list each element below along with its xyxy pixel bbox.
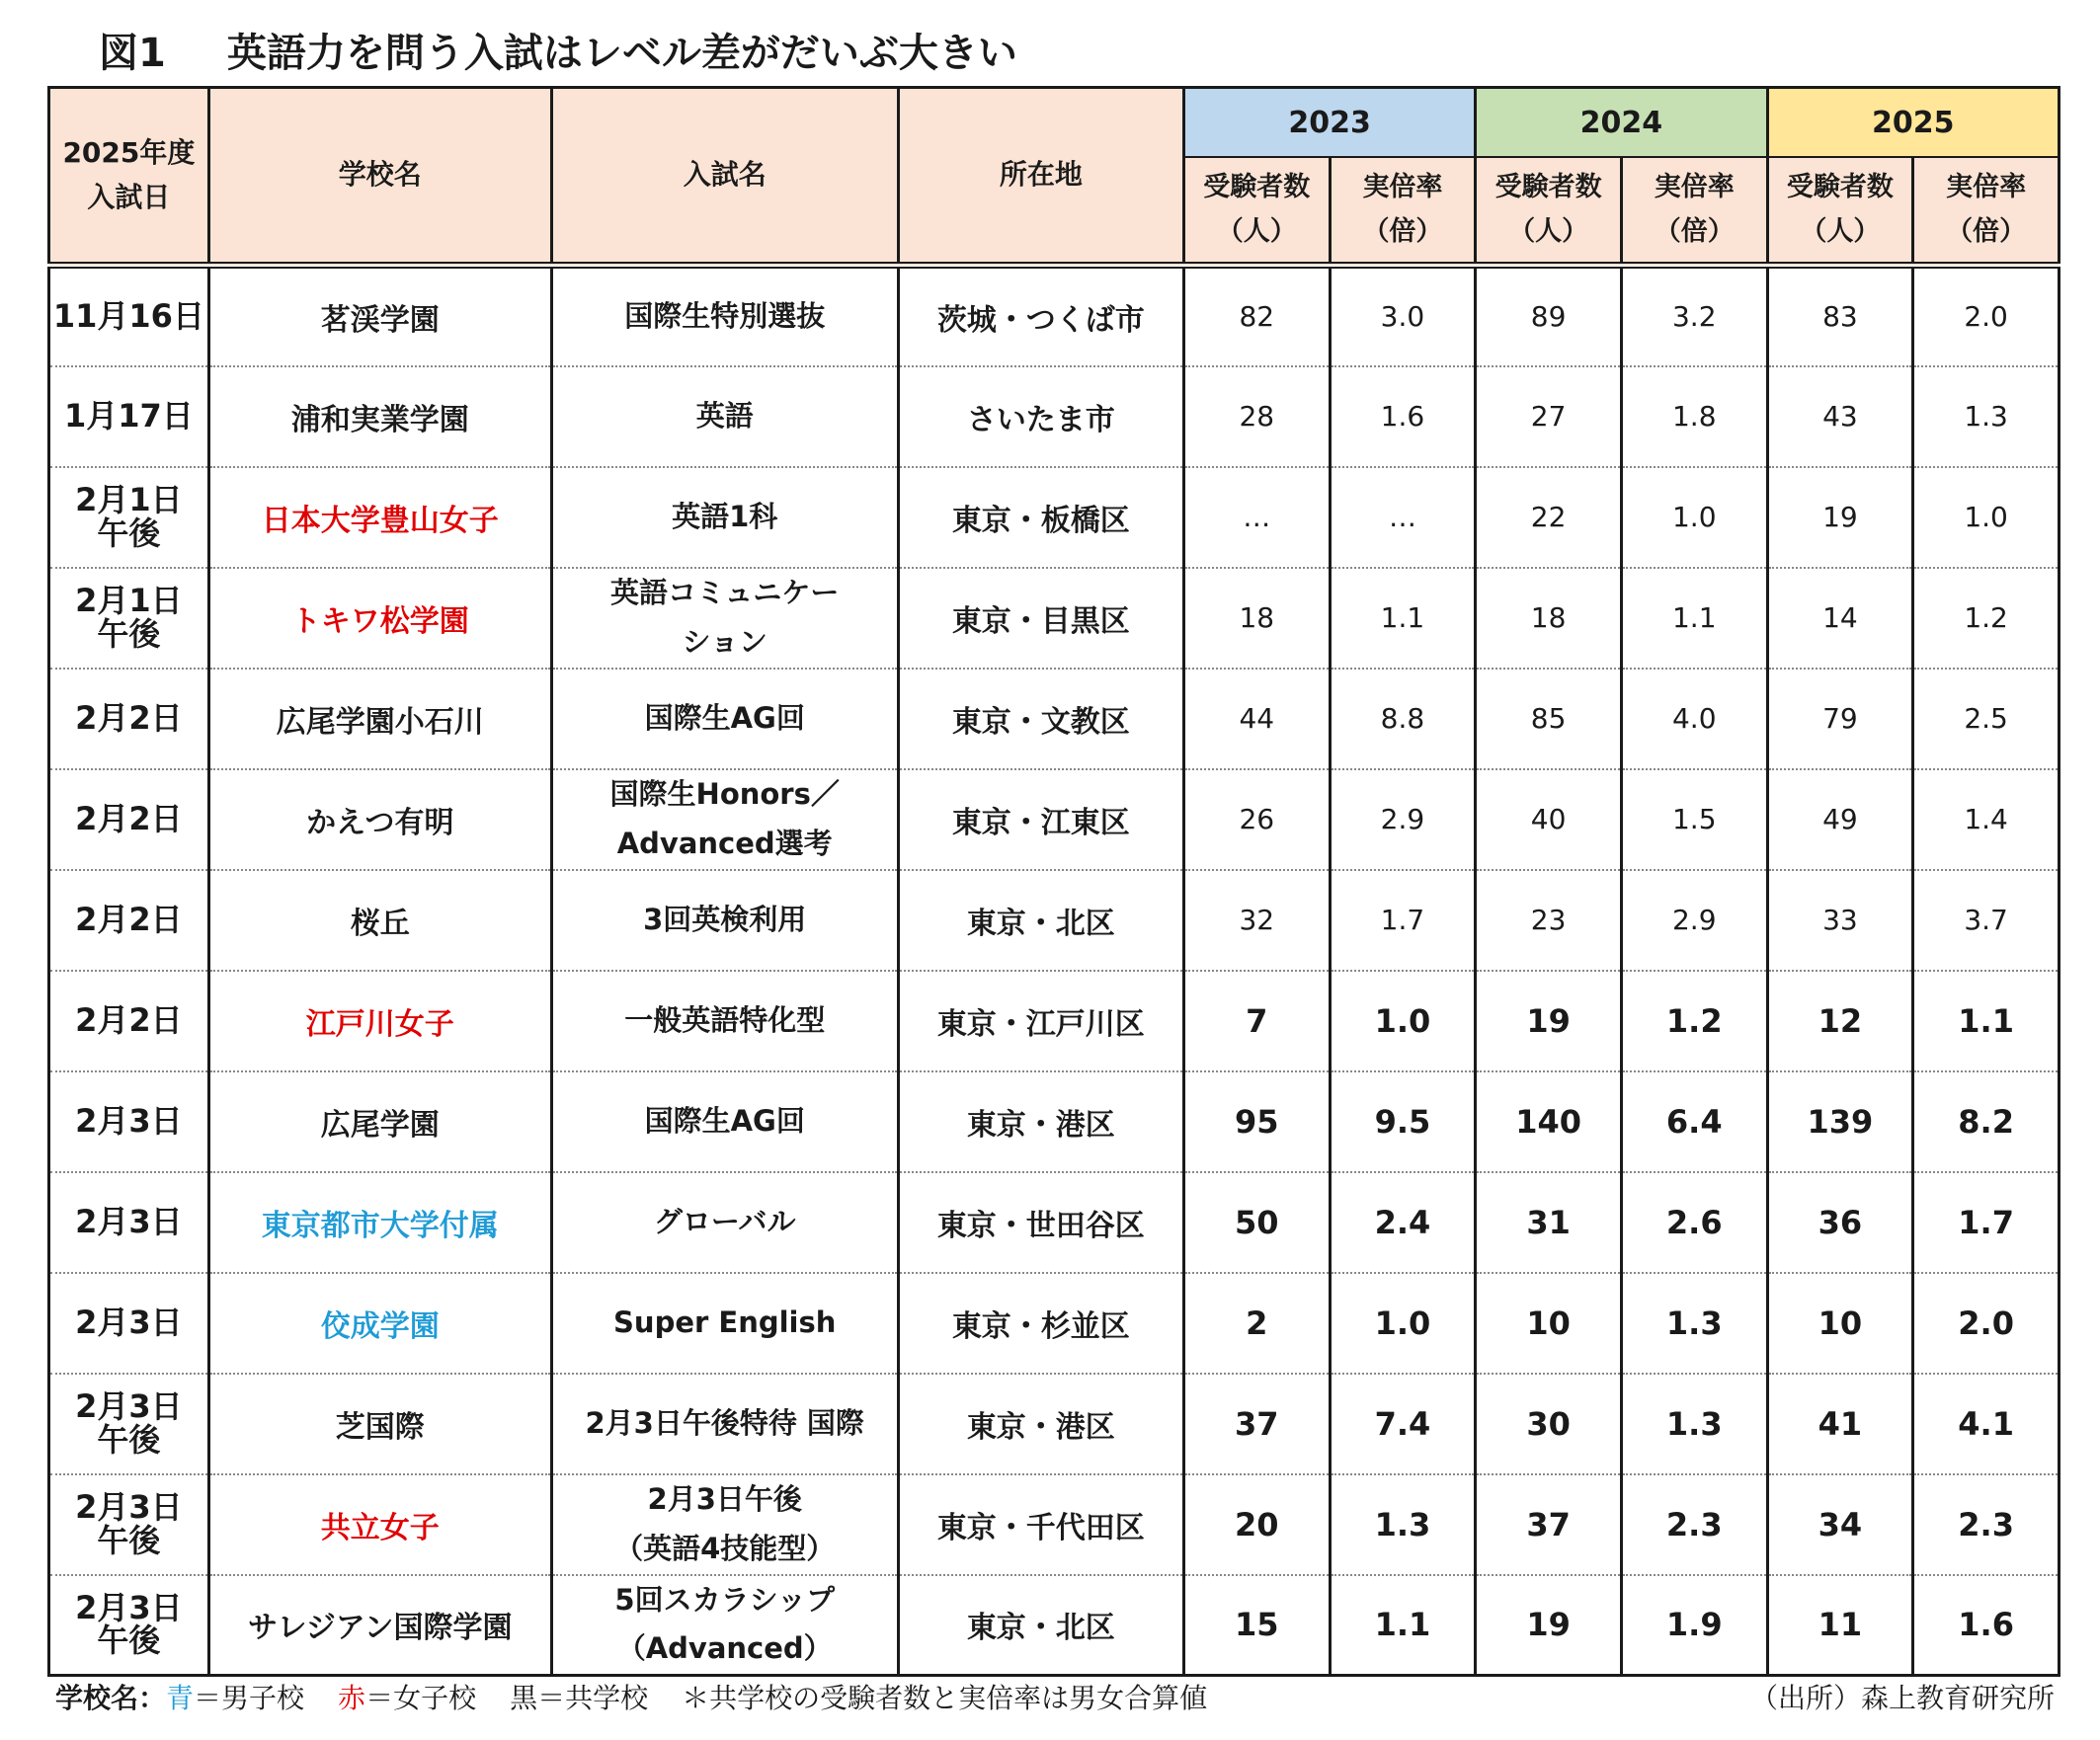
applicants-2025: 43 bbox=[1767, 366, 1913, 467]
ratio-2024: 3.2 bbox=[1621, 266, 1767, 366]
applicants-2025: 11 bbox=[1767, 1575, 1913, 1676]
school-location: 東京・港区 bbox=[898, 1374, 1183, 1474]
applicants-2023: … bbox=[1183, 467, 1330, 568]
header-ratio: 実倍率 （倍） bbox=[1330, 157, 1476, 266]
ratio-2023: 1.3 bbox=[1330, 1474, 1476, 1575]
legend-coed: 黒＝共学校 bbox=[510, 1682, 649, 1714]
ratio-2023: 1.1 bbox=[1330, 568, 1476, 669]
applicants-2023: 32 bbox=[1183, 870, 1330, 971]
applicants-2023: 44 bbox=[1183, 669, 1330, 769]
header-ratio: 実倍率 （倍） bbox=[1913, 157, 2060, 266]
table-row bbox=[49, 971, 2060, 1071]
school-name: 日本大学豊山女子 bbox=[208, 467, 551, 568]
header-date: 2025年度 入試日 bbox=[49, 88, 209, 266]
school-name: 桜丘 bbox=[208, 870, 551, 971]
table-row bbox=[49, 870, 2060, 971]
legend-red: 赤 bbox=[338, 1682, 366, 1714]
exam-name: 国際生特別選抜 bbox=[551, 266, 898, 366]
table-row bbox=[49, 467, 2060, 568]
exam-date: 1月17日 bbox=[49, 366, 209, 467]
applicants-2023: 82 bbox=[1183, 266, 1330, 366]
ratio-2025: 1.4 bbox=[1913, 769, 2060, 870]
ratio-2025: 1.1 bbox=[1913, 971, 2060, 1071]
header-year-2024: 2024 bbox=[1476, 88, 1767, 158]
ratio-2023: 1.7 bbox=[1330, 870, 1476, 971]
exam-name: 国際生AG回 bbox=[551, 669, 898, 769]
legend-note bbox=[55, 1677, 1207, 1716]
school-name: 芝国際 bbox=[208, 1374, 551, 1474]
exam-date: 2月3日 bbox=[49, 1172, 209, 1273]
ratio-2025: 2.5 bbox=[1913, 669, 2060, 769]
exam-date: 2月2日 bbox=[49, 971, 209, 1071]
ratio-2023: … bbox=[1330, 467, 1476, 568]
exam-date: 2月2日 bbox=[49, 769, 209, 870]
applicants-2024: 19 bbox=[1476, 971, 1622, 1071]
ratio-2024: 1.3 bbox=[1621, 1374, 1767, 1474]
table-row bbox=[49, 669, 2060, 769]
exam-name: 5回スカラシップ （Advanced） bbox=[551, 1575, 898, 1676]
ratio-2024: 2.6 bbox=[1621, 1172, 1767, 1273]
applicants-2024: 31 bbox=[1476, 1172, 1622, 1273]
applicants-2023: 37 bbox=[1183, 1374, 1330, 1474]
applicants-2025: 139 bbox=[1767, 1071, 1913, 1172]
applicants-2024: 19 bbox=[1476, 1575, 1622, 1676]
applicants-2025: 49 bbox=[1767, 769, 1913, 870]
table-row bbox=[49, 1071, 2060, 1172]
ratio-2024: 4.0 bbox=[1621, 669, 1767, 769]
school-name: 浦和実業学園 bbox=[208, 366, 551, 467]
applicants-2025: 83 bbox=[1767, 266, 1913, 366]
table-row bbox=[49, 266, 2060, 366]
ratio-2024: 1.3 bbox=[1621, 1273, 1767, 1374]
exam-date: 11月16日 bbox=[49, 266, 209, 366]
school-name: 広尾学園 bbox=[208, 1071, 551, 1172]
school-location: 東京・港区 bbox=[898, 1071, 1183, 1172]
header-applicants: 受験者数 （人） bbox=[1767, 157, 1913, 266]
ratio-2023: 1.0 bbox=[1330, 971, 1476, 1071]
figure-title bbox=[99, 22, 1017, 78]
applicants-2024: 89 bbox=[1476, 266, 1622, 366]
school-location: 東京・北区 bbox=[898, 1575, 1183, 1676]
applicants-2024: 23 bbox=[1476, 870, 1622, 971]
school-name: サレジアン国際学園 bbox=[208, 1575, 551, 1676]
applicants-2025: 33 bbox=[1767, 870, 1913, 971]
header-year-2023: 2023 bbox=[1183, 88, 1475, 158]
ratio-2025: 3.7 bbox=[1913, 870, 2060, 971]
school-name: 共立女子 bbox=[208, 1474, 551, 1575]
applicants-2024: 37 bbox=[1476, 1474, 1622, 1575]
school-name: 江戸川女子 bbox=[208, 971, 551, 1071]
ratio-2025: 2.0 bbox=[1913, 266, 2060, 366]
ratio-2023: 7.4 bbox=[1330, 1374, 1476, 1474]
table-row bbox=[49, 1273, 2060, 1374]
school-name: 東京都市大学付属 bbox=[208, 1172, 551, 1273]
header-applicants: 受験者数 （人） bbox=[1476, 157, 1622, 266]
legend-footnote: ＊共学校の受験者数と実倍率は男女合算値 bbox=[682, 1682, 1208, 1714]
legend-label: 学校名： bbox=[55, 1682, 167, 1714]
ratio-2024: 6.4 bbox=[1621, 1071, 1767, 1172]
exam-date: 2月2日 bbox=[49, 870, 209, 971]
source-note: （出所）森上教育研究所 bbox=[1749, 1682, 2055, 1714]
applicants-2024: 27 bbox=[1476, 366, 1622, 467]
school-location: 東京・千代田区 bbox=[898, 1474, 1183, 1575]
ratio-2025: 4.1 bbox=[1913, 1374, 2060, 1474]
ratio-2023: 8.8 bbox=[1330, 669, 1476, 769]
exam-name: 3回英検利用 bbox=[551, 870, 898, 971]
school-location: 東京・江東区 bbox=[898, 769, 1183, 870]
exam-date: 2月3日 bbox=[49, 1071, 209, 1172]
exam-date: 2月2日 bbox=[49, 669, 209, 769]
header-applicants: 受験者数 （人） bbox=[1183, 157, 1330, 266]
legend-girls: ＝女子校 bbox=[365, 1682, 477, 1714]
header-exam: 入試名 bbox=[551, 88, 898, 266]
ratio-2025: 1.0 bbox=[1913, 467, 2060, 568]
ratio-2025: 1.2 bbox=[1913, 568, 2060, 669]
school-name: 広尾学園小石川 bbox=[208, 669, 551, 769]
figure-caption: 英語力を問う入試はレベル差がだいぶ大きい bbox=[226, 31, 1017, 76]
header-location: 所在地 bbox=[898, 88, 1183, 266]
ratio-2023: 1.1 bbox=[1330, 1575, 1476, 1676]
header-ratio: 実倍率 （倍） bbox=[1621, 157, 1767, 266]
ratio-2023: 1.0 bbox=[1330, 1273, 1476, 1374]
applicants-2025: 41 bbox=[1767, 1374, 1913, 1474]
applicants-2024: 40 bbox=[1476, 769, 1622, 870]
table-row bbox=[49, 1172, 2060, 1273]
ratio-2024: 2.9 bbox=[1621, 870, 1767, 971]
school-name: 佼成学園 bbox=[208, 1273, 551, 1374]
exam-date: 2月1日 午後 bbox=[49, 568, 209, 669]
ratio-2024: 1.1 bbox=[1621, 568, 1767, 669]
exam-name: 英語コミュニケー ション bbox=[551, 568, 898, 669]
ratio-2025: 2.3 bbox=[1913, 1474, 2060, 1575]
exam-date: 2月3日 bbox=[49, 1273, 209, 1374]
school-location: 東京・文教区 bbox=[898, 669, 1183, 769]
table-row bbox=[49, 366, 2060, 467]
school-location: さいたま市 bbox=[898, 366, 1183, 467]
exam-date: 2月1日 午後 bbox=[49, 467, 209, 568]
exam-date: 2月3日 午後 bbox=[49, 1575, 209, 1676]
school-location: 東京・世田谷区 bbox=[898, 1172, 1183, 1273]
exam-name: 国際生AG回 bbox=[551, 1071, 898, 1172]
exam-name: 英語1科 bbox=[551, 467, 898, 568]
ratio-2024: 1.8 bbox=[1621, 366, 1767, 467]
applicants-2025: 14 bbox=[1767, 568, 1913, 669]
applicants-2023: 26 bbox=[1183, 769, 1330, 870]
applicants-2023: 28 bbox=[1183, 366, 1330, 467]
applicants-2023: 18 bbox=[1183, 568, 1330, 669]
ratio-2025: 2.0 bbox=[1913, 1273, 2060, 1374]
exam-name: 一般英語特化型 bbox=[551, 971, 898, 1071]
ratio-2023: 1.6 bbox=[1330, 366, 1476, 467]
legend-boys: ＝男子校 bbox=[194, 1682, 305, 1714]
figure-number: 図1 bbox=[99, 31, 166, 76]
school-location: 東京・北区 bbox=[898, 870, 1183, 971]
school-location: 東京・板橋区 bbox=[898, 467, 1183, 568]
table-row bbox=[49, 1374, 2060, 1474]
exam-name: 国際生Honors／ Advanced選考 bbox=[551, 769, 898, 870]
ratio-2024: 1.9 bbox=[1621, 1575, 1767, 1676]
header-school: 学校名 bbox=[208, 88, 551, 266]
ratio-2024: 1.0 bbox=[1621, 467, 1767, 568]
exam-table bbox=[47, 86, 2060, 1677]
applicants-2024: 140 bbox=[1476, 1071, 1622, 1172]
ratio-2023: 2.9 bbox=[1330, 769, 1476, 870]
ratio-2024: 1.5 bbox=[1621, 769, 1767, 870]
table-row bbox=[49, 1575, 2060, 1676]
applicants-2023: 7 bbox=[1183, 971, 1330, 1071]
exam-name: Super English bbox=[551, 1273, 898, 1374]
ratio-2023: 9.5 bbox=[1330, 1071, 1476, 1172]
header-year-2025: 2025 bbox=[1767, 88, 2059, 158]
school-name: かえつ有明 bbox=[208, 769, 551, 870]
ratio-2025: 1.6 bbox=[1913, 1575, 2060, 1676]
applicants-2023: 20 bbox=[1183, 1474, 1330, 1575]
exam-name: 2月3日午後 （英語4技能型） bbox=[551, 1474, 898, 1575]
applicants-2023: 15 bbox=[1183, 1575, 1330, 1676]
ratio-2024: 2.3 bbox=[1621, 1474, 1767, 1575]
applicants-2025: 10 bbox=[1767, 1273, 1913, 1374]
applicants-2025: 12 bbox=[1767, 971, 1913, 1071]
ratio-2025: 1.3 bbox=[1913, 366, 2060, 467]
legend-blue: 青 bbox=[166, 1682, 195, 1714]
ratio-2023: 2.4 bbox=[1330, 1172, 1476, 1273]
exam-date: 2月3日 午後 bbox=[49, 1374, 209, 1474]
exam-name: 2月3日午後特待 国際 bbox=[551, 1374, 898, 1474]
applicants-2025: 79 bbox=[1767, 669, 1913, 769]
applicants-2025: 36 bbox=[1767, 1172, 1913, 1273]
school-location: 東京・江戸川区 bbox=[898, 971, 1183, 1071]
ratio-2025: 8.2 bbox=[1913, 1071, 2060, 1172]
applicants-2023: 2 bbox=[1183, 1273, 1330, 1374]
applicants-2024: 85 bbox=[1476, 669, 1622, 769]
applicants-2024: 18 bbox=[1476, 568, 1622, 669]
applicants-2023: 95 bbox=[1183, 1071, 1330, 1172]
table-row bbox=[49, 1474, 2060, 1575]
applicants-2025: 34 bbox=[1767, 1474, 1913, 1575]
ratio-2025: 1.7 bbox=[1913, 1172, 2060, 1273]
school-location: 東京・杉並区 bbox=[898, 1273, 1183, 1374]
table-body bbox=[49, 266, 2060, 1676]
table-row bbox=[49, 568, 2060, 669]
applicants-2023: 50 bbox=[1183, 1172, 1330, 1273]
exam-date: 2月3日 午後 bbox=[49, 1474, 209, 1575]
applicants-2025: 19 bbox=[1767, 467, 1913, 568]
applicants-2024: 22 bbox=[1476, 467, 1622, 568]
school-name: トキワ松学園 bbox=[208, 568, 551, 669]
ratio-2024: 1.2 bbox=[1621, 971, 1767, 1071]
applicants-2024: 10 bbox=[1476, 1273, 1622, 1374]
ratio-2023: 3.0 bbox=[1330, 266, 1476, 366]
school-location: 茨城・つくば市 bbox=[898, 266, 1183, 366]
table-row bbox=[49, 769, 2060, 870]
school-name: 茗渓学園 bbox=[208, 266, 551, 366]
school-location: 東京・目黒区 bbox=[898, 568, 1183, 669]
exam-name: 英語 bbox=[551, 366, 898, 467]
exam-name: グローバル bbox=[551, 1172, 898, 1273]
applicants-2024: 30 bbox=[1476, 1374, 1622, 1474]
